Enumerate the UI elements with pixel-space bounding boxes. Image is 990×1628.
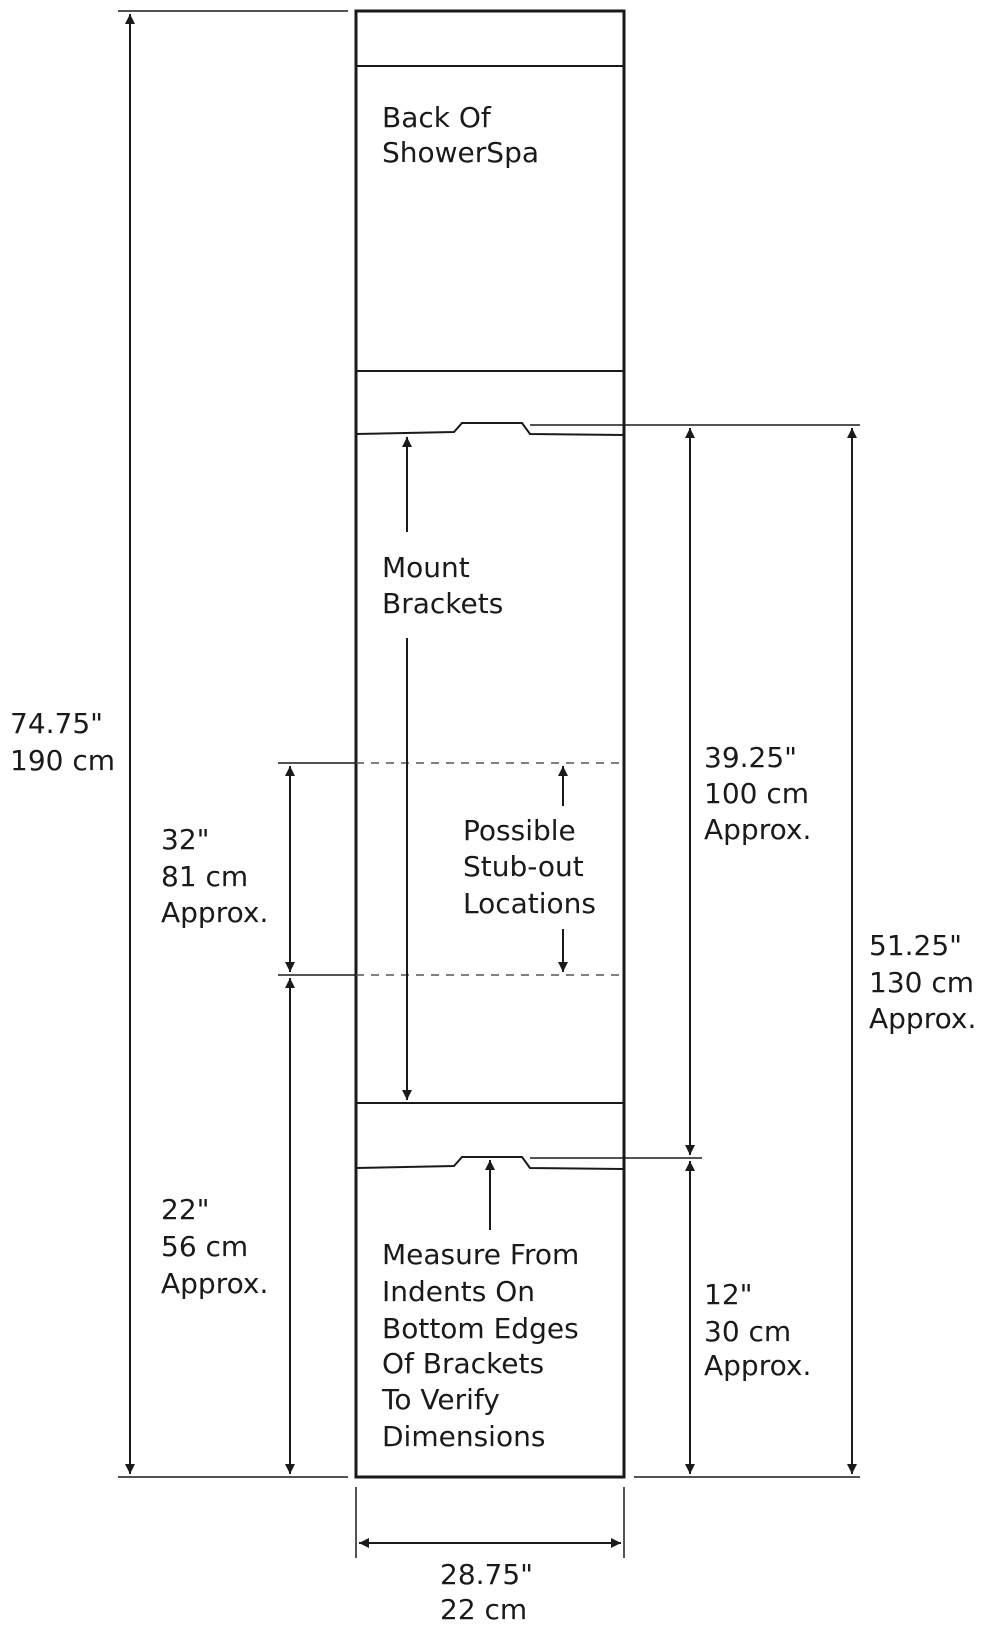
svg-text:Stub-out: Stub-out [463,850,584,883]
svg-text:22": 22" [161,1193,210,1226]
svg-text:12": 12" [704,1278,753,1311]
svg-text:Back Of: Back Of [382,101,491,134]
svg-text:Bottom Edges: Bottom Edges [382,1312,579,1345]
svg-text:Locations: Locations [463,887,597,920]
svg-text:Approx.: Approx. [161,1267,269,1300]
svg-text:Possible: Possible [463,814,576,847]
svg-text:22 cm: 22 cm [440,1593,528,1626]
svg-text:56 cm: 56 cm [161,1230,249,1263]
svg-text:Approx.: Approx. [704,813,812,846]
svg-text:28.75": 28.75" [440,1558,534,1591]
svg-text:Mount: Mount [382,551,470,584]
svg-text:Approx.: Approx. [869,1002,977,1035]
mount-brackets-label [382,551,503,620]
svg-text:To Verify: To Verify [382,1383,500,1416]
svg-text:Of Brackets: Of Brackets [382,1347,545,1380]
width-label [440,1558,533,1626]
svg-text:39.25": 39.25" [704,741,798,774]
back-of-showerspa-label [382,101,539,169]
svg-text:32": 32" [161,823,210,856]
svg-text:74.75": 74.75" [10,707,104,740]
svg-text:Dimensions: Dimensions [382,1420,546,1453]
upper-bracket-height-label [869,929,976,1035]
svg-text:Measure From: Measure From [382,1238,580,1271]
stubout-range-label [161,823,268,929]
svg-text:51.25": 51.25" [869,929,963,962]
svg-text:Approx.: Approx. [704,1349,812,1382]
possible-stubout-locations-label [463,814,596,920]
total-height-label [10,707,115,777]
svg-text:190 cm: 190 cm [10,744,116,777]
svg-text:100 cm: 100 cm [704,777,810,810]
svg-text:81 cm: 81 cm [161,860,249,893]
svg-text:30 cm: 30 cm [704,1315,792,1348]
lower-bracket-height-label [704,1278,811,1382]
bottom-to-stubout-label [161,1193,268,1300]
svg-text:Indents On: Indents On [382,1275,536,1308]
svg-text:Approx.: Approx. [161,896,269,929]
svg-text:130 cm: 130 cm [869,966,975,999]
svg-text:Brackets: Brackets [382,587,504,620]
svg-text:ShowerSpa: ShowerSpa [382,136,539,169]
measure-from-indents-label [381,1238,579,1453]
between-brackets-label [704,741,811,846]
